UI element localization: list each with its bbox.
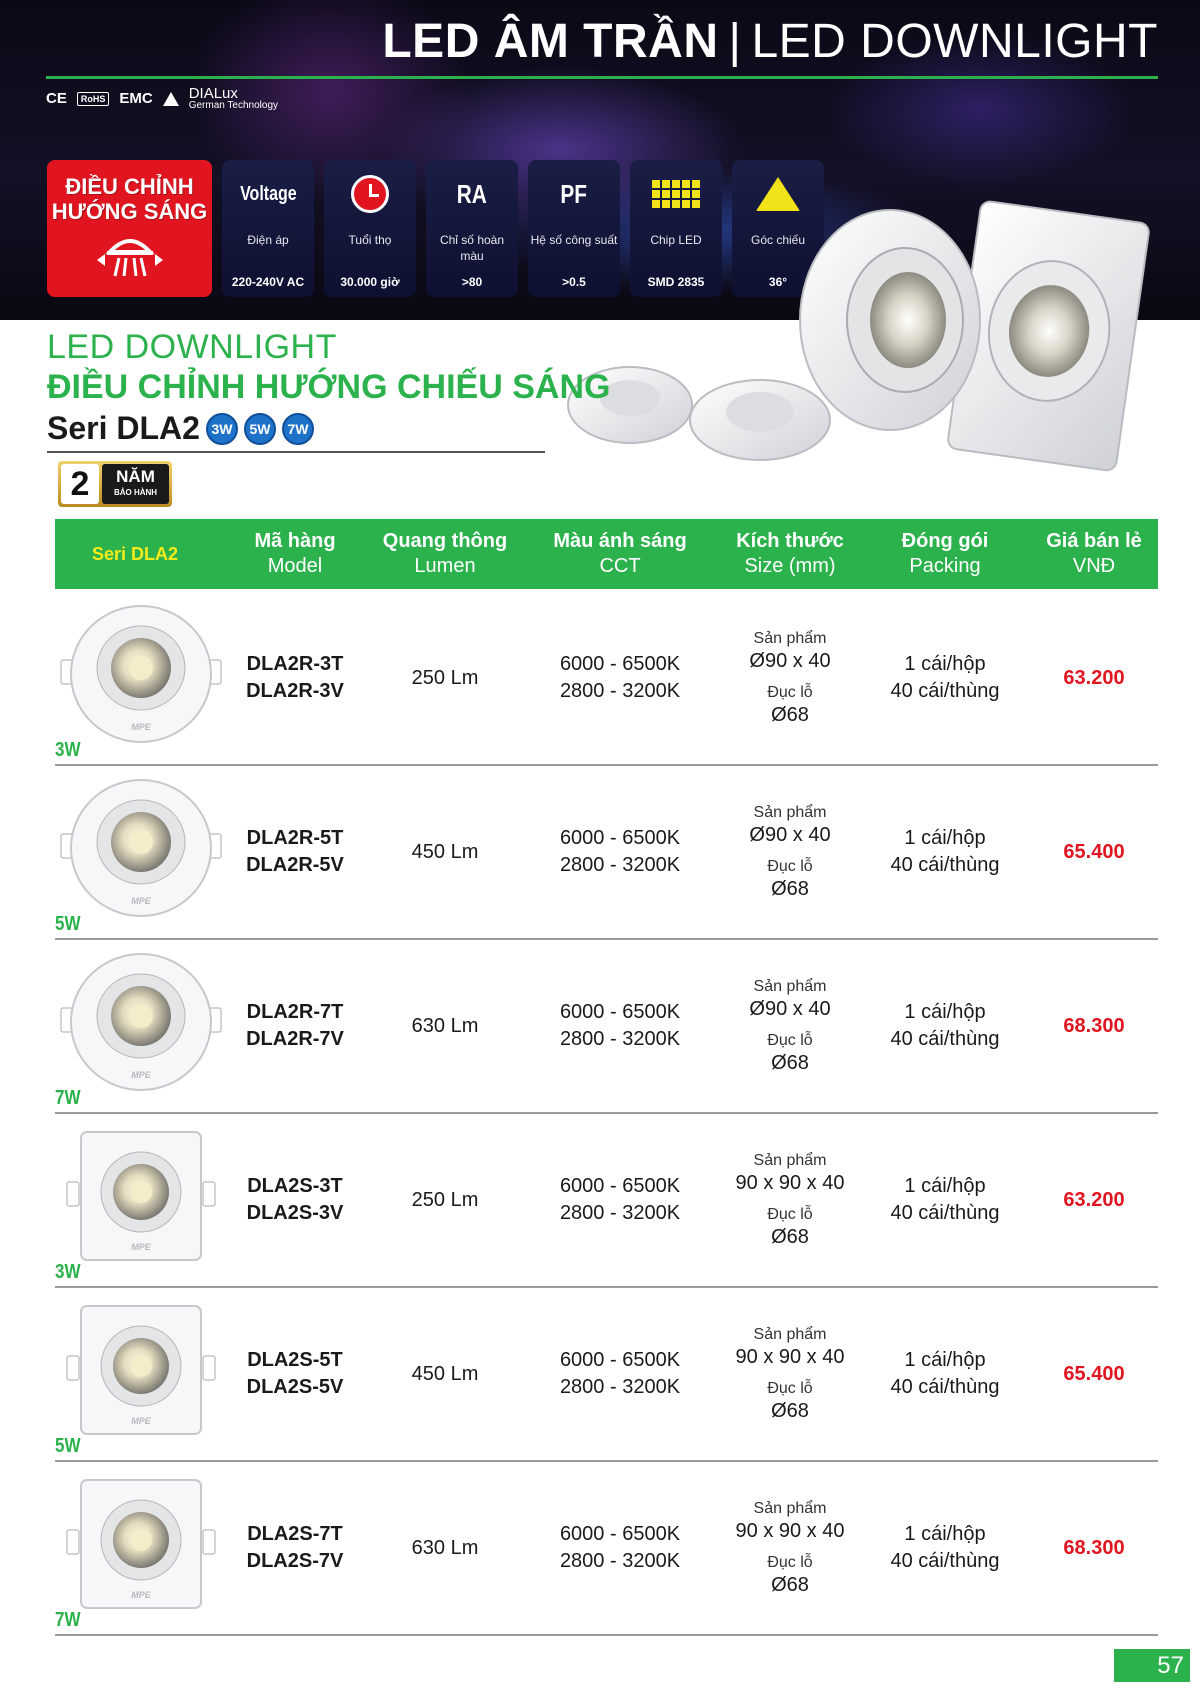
cell-lumen: 630 Lm xyxy=(411,1536,479,1559)
table-row xyxy=(55,940,1158,1114)
cell-packing xyxy=(870,766,1020,938)
spec-voltage xyxy=(222,160,314,297)
spec-lifetime xyxy=(324,160,416,297)
cell-model xyxy=(225,592,365,764)
table-row xyxy=(55,1288,1158,1462)
cell-model xyxy=(225,1288,365,1460)
row-wattage: 5W xyxy=(55,1435,81,1457)
model-code: DLA2R-5V xyxy=(246,854,344,876)
row-wattage: 7W xyxy=(55,1609,81,1631)
model-code: DLA2R-7V xyxy=(246,1028,344,1050)
brand-mark: MPE xyxy=(131,1242,151,1252)
row-wattage: 3W xyxy=(55,739,81,761)
warranty-badge xyxy=(58,461,172,507)
product-image xyxy=(57,948,225,1096)
title-underline xyxy=(46,76,1158,79)
cell-model xyxy=(225,766,365,938)
cell-cct xyxy=(525,1462,715,1634)
feature-line-1: ĐIỀU CHỈNH xyxy=(65,174,194,199)
size-value: 90 x 90 x 40 xyxy=(735,1346,845,1368)
size-label: Sản phẩm xyxy=(753,1326,827,1343)
cct-value: 6000 - 6500K xyxy=(559,827,681,849)
model-code: DLA2R-3V xyxy=(246,680,344,702)
page-number: 57 xyxy=(1114,1649,1190,1682)
brand-mark: MPE xyxy=(131,896,151,906)
cell-price: 65.400 xyxy=(1063,840,1125,863)
pack-carton: 40 cái/thùng xyxy=(890,680,1000,702)
cell-price: 68.300 xyxy=(1063,1014,1125,1037)
rohs-mark: RoHS xyxy=(77,92,110,106)
header-en: Packing xyxy=(909,555,981,577)
cell-lumen: 450 Lm xyxy=(411,1362,479,1385)
pack-carton: 40 cái/thùng xyxy=(890,854,1000,876)
pack-box: 1 cái/hộp xyxy=(904,1001,986,1023)
header-vi: Đóng gói xyxy=(901,530,989,552)
header-en: Model xyxy=(267,555,323,577)
spec-label: Điện áp xyxy=(247,233,289,247)
header-vi: Quang thông xyxy=(382,530,508,552)
page-title xyxy=(382,14,1158,69)
page-title-en: LED DOWNLIGHT xyxy=(751,15,1158,68)
cct-value: 6000 - 6500K xyxy=(559,1349,681,1371)
cell-size xyxy=(715,1114,865,1286)
cct-value: 6000 - 6500K xyxy=(559,1523,681,1545)
pack-box: 1 cái/hộp xyxy=(904,1175,986,1197)
cell-price: 63.200 xyxy=(1063,666,1125,689)
pack-carton: 40 cái/thùng xyxy=(890,1028,1000,1050)
feature-line-2: HƯỚNG SÁNG xyxy=(51,199,208,224)
row-wattage: 7W xyxy=(55,1087,81,1109)
product-image xyxy=(57,1470,225,1618)
cct-value: 2800 - 3200K xyxy=(559,1550,681,1572)
cell-model xyxy=(225,1462,365,1634)
product-image xyxy=(57,774,225,922)
series-name: Seri DLA2 xyxy=(47,410,200,446)
spec-value: 30.000 giờ xyxy=(340,275,400,289)
warranty-sub: BẢO HÀNH xyxy=(113,488,158,497)
adjustable-light-icon xyxy=(95,230,165,280)
header-series xyxy=(55,519,215,589)
header-model xyxy=(225,519,365,589)
watt-badge-7w: 7W xyxy=(282,413,314,445)
product-image xyxy=(57,600,225,748)
ce-mark: CE xyxy=(46,90,67,107)
header-lumen xyxy=(370,519,520,589)
cell-size xyxy=(715,1288,865,1460)
cct-value: 6000 - 6500K xyxy=(559,1175,681,1197)
pack-box: 1 cái/hộp xyxy=(904,827,986,849)
cct-value: 6000 - 6500K xyxy=(559,1001,681,1023)
cell-packing xyxy=(870,592,1020,764)
table-row xyxy=(55,766,1158,940)
ra-icon: RA xyxy=(456,178,488,209)
watt-badge-5w: 5W xyxy=(244,413,276,445)
warranty-text xyxy=(102,464,169,504)
cell-lumen: 450 Lm xyxy=(411,840,479,863)
brand-mark: MPE xyxy=(131,722,151,732)
cct-value: 2800 - 3200K xyxy=(559,1202,681,1224)
spec-value: >80 xyxy=(461,275,483,289)
model-code: DLA2S-3V xyxy=(246,1202,344,1224)
header-packing xyxy=(870,519,1020,589)
pack-carton: 40 cái/thùng xyxy=(890,1376,1000,1398)
voltage-icon: Voltage xyxy=(239,182,297,205)
hole-value: Ø68 xyxy=(771,1574,809,1596)
pack-carton: 40 cái/thùng xyxy=(890,1202,1000,1224)
brand-mark: MPE xyxy=(131,1070,151,1080)
hole-label: Đục lỗ xyxy=(767,1206,813,1223)
spec-value: 220-240V AC xyxy=(231,275,305,289)
clock-icon xyxy=(351,175,389,213)
brand-mark: MPE xyxy=(131,1590,151,1600)
pack-box: 1 cái/hộp xyxy=(904,1349,986,1371)
dialux-logo xyxy=(189,86,278,111)
cct-value: 2800 - 3200K xyxy=(559,1376,681,1398)
hole-value: Ø68 xyxy=(771,704,809,726)
brand-mark: MPE xyxy=(131,1416,151,1426)
cell-packing xyxy=(870,1462,1020,1634)
cct-value: 2800 - 3200K xyxy=(559,854,681,876)
header-cct xyxy=(525,519,715,589)
spec-value: 36° xyxy=(768,275,788,289)
header-en: VNĐ xyxy=(1072,555,1116,577)
header-size xyxy=(715,519,865,589)
size-value: 90 x 90 x 40 xyxy=(735,1172,845,1194)
header-series-label: Seri DLA2 xyxy=(91,543,179,564)
hole-value: Ø68 xyxy=(771,1400,809,1422)
title-divider xyxy=(47,451,545,453)
cell-size xyxy=(715,766,865,938)
cell-price: 65.400 xyxy=(1063,1362,1125,1385)
hole-label: Đục lỗ xyxy=(767,858,813,875)
cell-size xyxy=(715,1462,865,1634)
model-code: DLA2R-3T xyxy=(246,653,344,675)
adjustable-direction-badge xyxy=(47,160,212,297)
cell-model xyxy=(225,940,365,1112)
hole-value: Ø68 xyxy=(771,878,809,900)
product-image xyxy=(57,1296,225,1444)
header-vi: Kích thước xyxy=(736,530,844,552)
product-image xyxy=(57,1122,225,1270)
product-feature-title: ĐIỀU CHỈNH HƯỚNG CHIẾU SÁNG xyxy=(47,368,611,406)
cell-price: 63.200 xyxy=(1063,1188,1125,1211)
size-value: 90 x 90 x 40 xyxy=(735,1520,845,1542)
cell-cct xyxy=(525,1114,715,1286)
spec-label: Chỉ số hoàn màu xyxy=(439,233,505,263)
header-vi: Giá bán lẻ xyxy=(1046,530,1142,552)
hole-label: Đục lỗ xyxy=(767,1380,813,1397)
model-code: DLA2S-7T xyxy=(247,1523,343,1545)
size-label: Sản phẩm xyxy=(753,978,827,995)
pf-icon: PF xyxy=(560,178,588,209)
table-header xyxy=(55,519,1158,589)
spec-label: Góc chiếu xyxy=(750,233,806,247)
spec-label: Hệ số công suất xyxy=(530,233,618,247)
page-title-vi: LED ÂM TRẦN xyxy=(382,15,719,68)
cell-packing xyxy=(870,940,1020,1112)
cell-price: 68.300 xyxy=(1063,1536,1125,1559)
cct-value: 2800 - 3200K xyxy=(559,680,681,702)
title-separator: | xyxy=(728,15,742,68)
pack-box: 1 cái/hộp xyxy=(904,653,986,675)
spec-label: Chip LED xyxy=(650,233,702,247)
hole-value: Ø68 xyxy=(771,1052,809,1074)
cct-value: 2800 - 3200K xyxy=(559,1028,681,1050)
table-row xyxy=(55,592,1158,766)
dialux-sub: German Technology xyxy=(188,100,278,111)
cell-cct xyxy=(525,940,715,1112)
dialux-name: DIALux xyxy=(188,85,238,102)
cell-cct xyxy=(525,1288,715,1460)
row-wattage: 3W xyxy=(55,1261,81,1283)
table-row xyxy=(55,1462,1158,1636)
spec-ra xyxy=(426,160,518,297)
model-code: DLA2S-5V xyxy=(246,1376,344,1398)
warranty-years: 2 xyxy=(61,464,99,504)
model-code: DLA2R-5T xyxy=(246,827,344,849)
model-code: DLA2S-3T xyxy=(247,1175,343,1197)
product-category: LED DOWNLIGHT xyxy=(47,328,337,366)
table-row xyxy=(55,1114,1158,1288)
size-label: Sản phẩm xyxy=(753,630,827,647)
spec-value: >0.5 xyxy=(562,275,586,289)
watt-badge-3w: 3W xyxy=(206,413,238,445)
emc-mark: EMC xyxy=(119,90,153,107)
hole-value: Ø68 xyxy=(771,1226,809,1248)
pack-box: 1 cái/hộp xyxy=(904,1523,986,1545)
hole-label: Đục lỗ xyxy=(767,1554,813,1571)
header-en: CCT xyxy=(599,555,641,577)
cell-cct xyxy=(525,592,715,764)
size-value: Ø90 x 40 xyxy=(749,998,831,1020)
cell-model xyxy=(225,1114,365,1286)
hole-label: Đục lỗ xyxy=(767,1032,813,1049)
size-value: Ø90 x 40 xyxy=(749,824,831,846)
header-vi: Mã hàng xyxy=(254,530,336,552)
size-label: Sản phẩm xyxy=(753,804,827,821)
header-vi: Màu ánh sáng xyxy=(553,530,687,552)
cell-packing xyxy=(870,1288,1020,1460)
warranty-word: NĂM xyxy=(116,467,155,486)
spec-value: SMD 2835 xyxy=(647,275,705,289)
cell-size xyxy=(715,592,865,764)
cell-size xyxy=(715,940,865,1112)
model-code: DLA2S-7V xyxy=(246,1550,344,1572)
cell-lumen: 250 Lm xyxy=(411,666,479,689)
spec-label: Tuổi thọ xyxy=(348,233,392,247)
model-code: DLA2S-5T xyxy=(247,1349,343,1371)
hole-label: Đục lỗ xyxy=(767,684,813,701)
cell-lumen: 630 Lm xyxy=(411,1014,479,1037)
cell-cct xyxy=(525,766,715,938)
row-wattage: 5W xyxy=(55,913,81,935)
cct-value: 6000 - 6500K xyxy=(559,653,681,675)
model-code: DLA2R-7T xyxy=(246,1001,344,1023)
cell-lumen: 250 Lm xyxy=(411,1188,479,1211)
dialux-triangle-icon xyxy=(163,92,179,106)
header-en: Size (mm) xyxy=(744,555,836,577)
hero-product-image xyxy=(560,190,1180,510)
header-en: Lumen xyxy=(414,555,476,577)
size-value: Ø90 x 40 xyxy=(749,650,831,672)
size-label: Sản phẩm xyxy=(753,1500,827,1517)
pack-carton: 40 cái/thùng xyxy=(890,1550,1000,1572)
cell-packing xyxy=(870,1114,1020,1286)
certification-logos xyxy=(46,86,278,111)
header-price xyxy=(1030,519,1158,589)
size-label: Sản phẩm xyxy=(753,1152,827,1169)
series-title xyxy=(47,410,314,447)
